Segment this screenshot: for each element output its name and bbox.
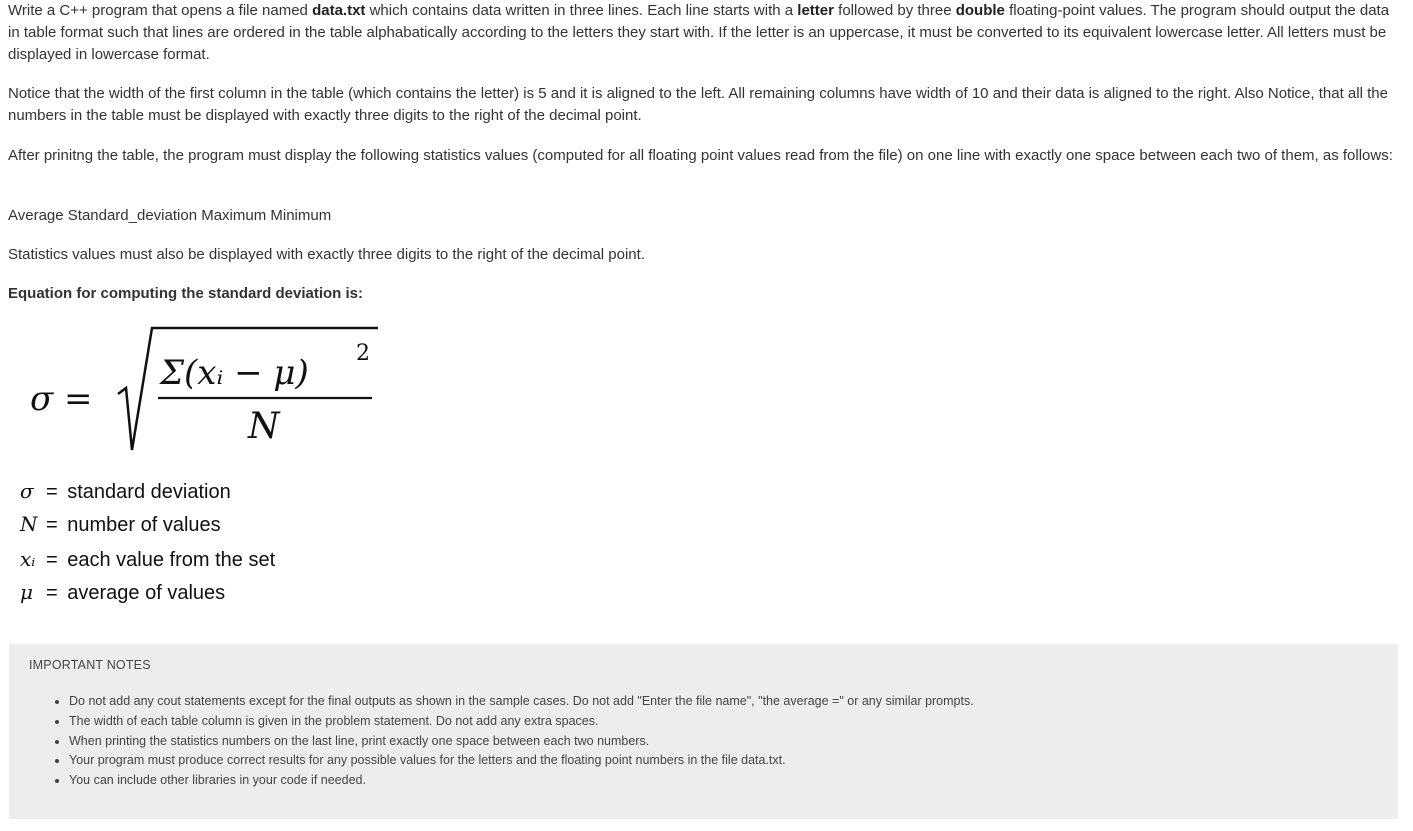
note-item: • You can include other libraries in your code if needed.: [69, 771, 974, 791]
formula-denominator: N: [248, 406, 280, 447]
important-notes-box: [9, 644, 1398, 819]
legend-text: each value from the set: [67, 549, 276, 571]
legend-text: number of values: [67, 514, 221, 536]
legend-xi: [20, 544, 275, 574]
legend-text: average of values: [67, 582, 226, 604]
text-segment: floating-point values. The program should output the data in table format such that lines are ordered in the table alphabatically according to the letters they start with. If the letter is an uppercase, it must be converted to its equivalent lowercase letter. All letters must be displayed in lowercase format.: [8, 2, 1390, 63]
notes-list: [9, 692, 974, 791]
legend-equals: =: [46, 481, 58, 503]
table-format-paragraph: Notice that the width of the first column in the table (which contains the letter) is 5 and it is aligned to the left. All remaining columns have width of 10 and their data is aligned to the right. Also Notice, that all the numbers in the table must be displayed with exactly three digits to the right of the decimal point.: [8, 85, 1388, 124]
note-item: • The width of each table column is given in the problem statement. Do not add any extra spaces.: [69, 712, 974, 732]
notes-title: IMPORTANT NOTES: [29, 658, 151, 672]
note-item: • Your program must produce correct results for any possible values for the letters and the floating point numbers in the file data.txt.: [69, 751, 974, 771]
text-segment: Write a C++ program that opens a file named: [8, 2, 313, 19]
legend-equals: =: [46, 549, 58, 571]
precision-paragraph: Statistics values must also be displayed with exactly three digits to the right of the decimal point.: [8, 246, 645, 263]
formula-lhs: σ =: [30, 379, 93, 419]
bold-term: double: [955, 2, 1005, 19]
statistics-order-line: Average Standard_deviation Maximum Minimum: [8, 207, 332, 224]
bold-term: data.txt: [312, 2, 366, 19]
legend-symbol: σ: [20, 479, 34, 503]
std-dev-formula: [22, 322, 382, 462]
statistics-paragraph: After prinitng the table, the program must display the following statistics values (computed for all floating point values read from the file) on one line with exactly one space between each two of them, as follows:: [8, 147, 1393, 164]
legend-equals: =: [46, 514, 58, 536]
intro-paragraph: [8, 0, 1400, 66]
equation-heading: Equation for computing the standard deviation is:: [8, 285, 364, 302]
formula-numerator: Σ(xᵢ − μ): [160, 353, 309, 393]
legend-sigma: [20, 476, 231, 506]
legend-mu: [20, 577, 225, 607]
note-item: • Do not add any cout statements except for the final outputs as shown in the sample cases. Do not add "Enter the file name", "the average =" or any similar prompts.: [69, 692, 974, 712]
text-segment: followed by three: [833, 2, 956, 19]
note-item: • When printing the statistics numbers on the last line, print exactly one space between each two numbers.: [69, 732, 974, 752]
bold-term: letter: [797, 2, 834, 19]
formula-exponent: 2: [356, 341, 370, 366]
legend-symbol: xᵢ: [20, 547, 36, 571]
legend-equals: =: [46, 582, 58, 604]
legend-symbol: N: [20, 512, 38, 536]
legend-n: [20, 509, 221, 539]
legend-symbol: μ: [20, 580, 33, 604]
legend-text: standard deviation: [67, 481, 231, 503]
text-segment: which contains data written in three lines. Each line starts with a: [365, 2, 798, 19]
